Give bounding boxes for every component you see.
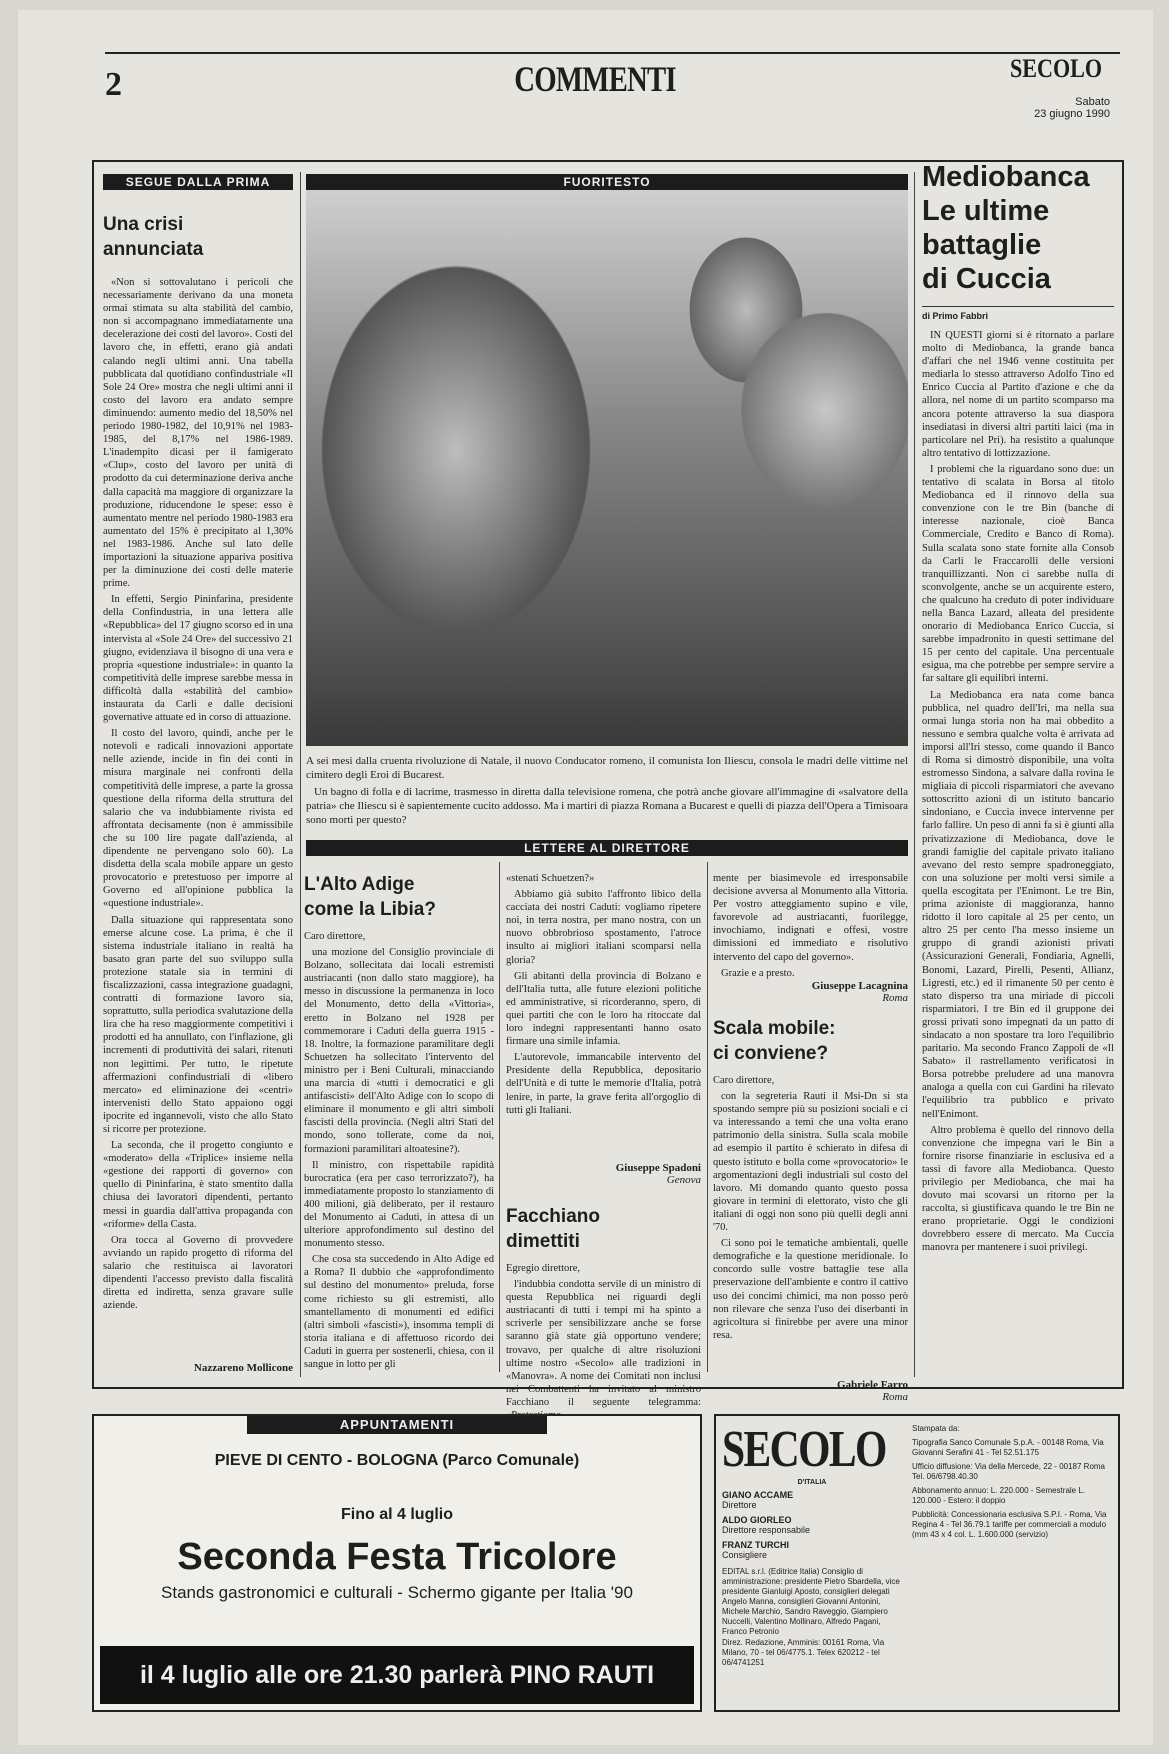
- header-rule: [105, 52, 1120, 54]
- caption-line: Un bagno di folla e di lacrime, trasmesso in diretta dalla televisione romena, che potrà anche giovare all'immagine di «salvatore della patria» che Iliescu si è sapientemente cucito addosso. Ma i martiri di piazza Romana a Bucarest e quelli di piazza dell'Opera a Timisoara sono morti per questo?: [306, 786, 908, 826]
- letter-signature: Gabriele Farro: [837, 1379, 908, 1391]
- paragraph: con la segreteria Rauti il Msi-Dn si sta spostando sempre più su posizioni sociali e ci va interessando a temi che una volta erano patrimonio della sinistra. Sulla scala mobile ad esempio il partito è schierato in difesa di questo istituto e bolla come «provocatorio» le argomentazioni degli industriali sul costo del lavoro. Mi domando quanto questo possa giovare in termini di elettorato, visto che gli italiani di oggi non sono più quelli degli anni '70.: [713, 1091, 908, 1234]
- staff-name: GIANO ACCAME: [722, 1490, 794, 1500]
- paragraph: Abbiamo già subito l'affronto libico della cacciata dei nostri Caduti: vogliamo ripetere noi, in terra nostra, per mano nostra, con un nuovo obbrobrioso spostamento, l'atroce insulto ai migliori italiani scomparsi nella gloria?: [506, 889, 701, 966]
- paragraph: Il ministro, con rispettabile rapidità burocratica (era per caso terrorizzato?), ha immediatamente proposto lo stanziamento di 400 milioni, già deliberato, per il restauro del Monumento ai Caduti, in attesa di un ulteriore approfondimento sul destino del monumento stesso.: [304, 1159, 494, 1250]
- paragraph: L'autorevole, immancabile intervento del Presidente della Repubblica, depositario dell'Unità e di tutte le memorie d'Italia, potrà lenire, in parte, la grave ferita all'orgoglio di tutti gli Italiani.: [506, 1052, 701, 1116]
- paragraph: mente per biasimevole ed irresponsabile decisione avversa al Monumento alla Vittoria. Per vostro atteggiamento supino e vile, favorevole ad austriacanti, fuorilegge, invochiamo, indignati e offesi, vostre dimissioni ed immediato e risolutivo intervento del capo del governo».: [713, 873, 908, 963]
- salutation: Caro direttore,: [713, 1075, 775, 1086]
- column-divider: [300, 172, 301, 1377]
- letter-title-line1: Scala mobile:: [713, 1018, 836, 1039]
- colophon-line: Abbonamento annuo: L. 220.000 - Semestrale L. 120.000 - Estero: il doppio: [912, 1486, 1086, 1505]
- paragraph: una mozione del Consiglio provinciale di Bolzano, sollecitata dai locali estremisti austriacanti (non dallo stato maggiore), ha messo in discussione la permanenza in loco del Monumento, detto della «Vittoria», eretto in Bolzano nel 1928 per commemorare i Caduti della guerra 1915 - 18. Inoltre, la formazione paramilitare degli Schuetzen ha sollecitato l'intervento del ministro per i Beni Culturali, minacciando una marcia di «tutti i democratici e gli antifascisti» dell'Alto Adige con lo scopo di eliminare il monumento e gli altri simboli fascisti della provincia. (Negli altri Stati del mondo, sono tollerate, come da noi, formazioni paramilitari altoatesine?).: [304, 947, 494, 1155]
- letter-city: Genova: [666, 1174, 701, 1186]
- paragraph: Che cosa sta succedendo in Alto Adige ed a Roma? Il dubbio che «approfondimento sul destino del monumento» preluda, forse come richiesto su gli estremisti, allo smantellamento di monumenti ed edifici (altri simboli «fascisti»), insomma templi di storia italiana e di affettuoso ricordo dei Caduti in guerra per sostenerli, chiesa, con il sangue in lotto per gli: [304, 1254, 494, 1370]
- salutation: Caro direttore,: [304, 931, 366, 942]
- staff-role: Consigliere: [722, 1550, 768, 1560]
- issue-date: 23 giugno 1990: [1034, 108, 1110, 120]
- staff-name: ALDO GIORLEO: [722, 1515, 792, 1525]
- letter-continued: [506, 872, 701, 1412]
- paragraph: Ora tocca al Governo di provvedere avviando un rapido progetto di riforma del salario che restituisca ai lavoratori dipendenti l'accesso previsto dalla fiscalità diretta ed indiretta, senza gravare sulle aziende.: [103, 1234, 293, 1312]
- letter-body: [713, 872, 908, 980]
- event-location: PIEVE DI CENTO - BOLOGNA (Parco Comunale): [214, 1452, 580, 1469]
- colophon-details: [912, 1424, 1108, 1700]
- section-title: COMMENTI: [514, 59, 676, 99]
- letter-scala-mobile: [713, 872, 908, 1403]
- article-title-line2: Le ultime: [922, 195, 1050, 227]
- kicker-bar: SEGUE DALLA PRIMA: [103, 174, 293, 190]
- letters-bar: LETTERE AL DIRETTORE: [306, 840, 908, 856]
- paragraph: «stenati Schuetzen?»: [506, 873, 595, 884]
- letter-body: [713, 1074, 908, 1379]
- letter-title-line1: Facchiano: [506, 1206, 600, 1227]
- article-title-line1: Mediobanca: [922, 161, 1090, 193]
- letter-title-line2: come la Libia?: [304, 899, 436, 920]
- article-body: [922, 329, 1114, 1371]
- paragraph: Grazie e a presto.: [721, 967, 795, 979]
- event-title: Seconda Festa Tricolore: [177, 1536, 617, 1578]
- letter-signature: Giuseppe Lacagnina: [811, 980, 908, 992]
- letter-signature: Giuseppe Spadoni: [615, 1162, 701, 1174]
- paragraph: Il costo del lavoro, quindi, anche per le notevoli e radicali innovazioni apportate nelle aziende, incide in fin dei conti in misura marginale nei confronti della competitività delle imprese, a parte la grossa questione della riforma della struttura del salario che va indubbiamente rivista ed affrontata decisamente (non è ammissibile che su 100 lire pagate dall'azienda, al dipendente ne pervengano solo 60). La disdetta della scala mobile appare un gesto provocatorio e pretestuoso per imporre al Governo ed all'opinione pubblica la «questione industriale».: [103, 728, 293, 910]
- right-article: [922, 160, 1114, 1371]
- staff-role: Direttore: [722, 1500, 757, 1510]
- article-title-line3: battaglie: [922, 229, 1042, 261]
- paragraph: La Mediobanca era nata come banca pubblica, nel quadro dell'Iri, ma nella sua ormai lunga storia non ha mai obbedito a nessuno e sembra qualche volta è arrivata ad imporsi all'Iri stesso, come quando il Banco di Roma si dimostrò disponibile, una volta estromesso Sindona, a salvare dalla rovina le migliaia di piccoli risparmiatori che avevano sottoscritto azioni di un istituto bancario sindoniano, e Cuccia invece intervenne per farlo fallire. Un peso di anni fa si è giunti alla privatizzazione di Mediobanca, dove le grandi famiglie del capitale privato italiano avevano del resto sempre spadroneggiato, con una soluzione per molti versi simile a quella escogitata per l'Enimont. Le tre Bin, prima azioniste di maggioranza, hanno ridotto il loro capitale al 25 per cento, un altro 25 per cento l'ha messo insieme un gruppo di grandi azionisti privati (Assicurazioni Generali, Fondiaria, Agnelli, Bonomi, Lazard, Pirelli, Pesenti, Allianz, Ligresti, etc.) ed il rimanente 50 per cento è stato disperso tra una miriade di piccoli risparmiatori. I tre Bin ed il gruppone dei grossi privati sono impegnati da un patto di sindacato a non spostare tra loro l'equilibrio paritario. Ma secondo Franco Zappoli de «Il Sabato» il rastrellamento verificatosi in Borsa potrebbe preludere ad una manovra analoga a quella con cui Gardini ha rilevato l'equilibrio tra pubblico e privato nell'Enimont.: [922, 689, 1114, 1120]
- column-divider: [707, 862, 708, 1372]
- page-number: 2: [105, 66, 122, 103]
- paragraph: l'indubbia condotta servile di un ministro di questa Repubblica nei riguardi degli austriacanti di tutti i tempi mi ha spinto a scriverle per sensibilizzare anche se forse saranno già state già opportuno vendere; trovavo, per qualche di altre risoluzioni ultime nostro «Secolo» alle tradizioni in «Manovra». A nome dei Comitati non inclusi nei Combattenti ha invitato al ministro Facchiano il seguente telegramma:: [506, 1279, 701, 1408]
- masthead: SECOLO: [1010, 54, 1103, 83]
- colophon: [714, 1414, 1120, 1712]
- letter-body: [304, 930, 494, 1380]
- photo-caption: [306, 754, 908, 824]
- paragraph: Ci sono poi le tematiche ambientali, quelle demografiche e la questione meridionale. Io concordo sulle vostre battaglie tese alla preservazione dell'ambiente e contro il cattivo uso dei concimi chimici, ma non posso però non rilevare che senza l'uso dei diserbanti in agricoltura si finirebbe per avere una minor resa.: [713, 1238, 908, 1341]
- left-article: [103, 174, 293, 1374]
- letter-body: [506, 1262, 701, 1412]
- letter-title-line2: dimettiti: [506, 1231, 580, 1252]
- letter-body: [506, 872, 701, 1152]
- column-divider: [499, 862, 500, 1372]
- paragraph: IN QUESTI giorni si è ritornato a parlare molto di Mediobanca, la grande banca d'affari che nel 1946 venne costituita per mediarla lo stesso attraverso Adolfo Tino ed Enrico Cuccia al Partito d'azione e che da allora, nel nome di un partito scomparso ma ancora potente attraverso la sua diaspora insediatasi in diversi altri partiti laici (ma in particolare nel Pri). ha resistito a qualunque altro tentativo di lottizzazione.: [922, 330, 1114, 459]
- editor-info: EDITAL s.r.l. (Editrice Italia) Consiglio di amministrazione: presidente Pietro Sbardella, vice presidente Gianluigi Aposto, consiglieri delegati Angelo Manna, consiglieri Giovanni Antonini, Michele Marchio, Sandro Raveggio, Giampiero Nuccelli, Valentino Mollinaro, Alfredo Pagani, Franco Petronio: [722, 1567, 900, 1636]
- colophon-masthead-sub: D'ITALIA: [797, 1479, 827, 1486]
- paragraph: I problemi che la riguardano sono due: un tentativo di scalata in Borsa al titolo Mediobanca ed il rinnovo della sua convenzione con le tre Bin (banche di interesse nazionale, cioè Banca Commerciale, Credito e Banco di Roma). Sulla scalata sono state fornite alla Consob da Carli le Fraccarolli delle versioni tranquillizzanti. Non ci sarebbe nulla di sconvolgente, anche se un acquirente estero, che qualcuno ha creduto di poter individuare nella Banca Lazard, alleata del presidente onorario di Mediobanca Enrico Cuccia, si sarebbe impadronito in questi settimane del 15 per cento del capitale. Una percentuale esigua, ma che potrebbe per sempre servire a far saltare gli equilibri interni.: [922, 463, 1114, 685]
- article-title-line2: annunciata: [103, 239, 204, 260]
- article-title-line1: Una crisi: [103, 214, 184, 235]
- colophon-line: Stampata da:: [912, 1424, 960, 1433]
- article-title-line4: di Cuccia: [922, 263, 1051, 295]
- paragraph: Altro problema è quello del rinnovo della convenzione che impegna vari le Bin a fornire risorse finanziarie in esclusiva ed a tassi di favore alla Mediobanca. Questo privilegio per Mediobanca, che mai ha dovuto mai scovarsi un ritorno per la raccolta, si giustificava quando le tre Bin ne erano proprietarie. Oggi le condizioni dovrebbero essere di mercato. Ma Cuccia manovra per mantenere i suoi privilegi.: [922, 1124, 1114, 1254]
- column-divider: [914, 172, 915, 1377]
- letter-title-line1: L'Alto Adige: [304, 874, 415, 895]
- colophon-masthead: SECOLO: [722, 1421, 886, 1478]
- fuoritesto-bar: FUORITESTO: [306, 174, 908, 190]
- event-subtitle: Stands gastronomici e culturali - Schermo gigante per Italia '90: [161, 1583, 633, 1602]
- event-ad: [92, 1414, 702, 1712]
- address-info: Direz. Redazione, Amminis: 00161 Roma, Via Milano, 70 - tel 06/4775.1. Telex 620212 - tel 06/4741251: [722, 1638, 885, 1667]
- salutation: Egregio direttore,: [506, 1263, 581, 1274]
- event-banner: il 4 luglio alle ore 21.30 parlerà PINO RAUTI: [100, 1646, 694, 1704]
- letter-city: Roma: [882, 1391, 908, 1403]
- paragraph: Gli abitanti della provincia di Bolzano e dell'Italia tutta, alle future elezioni politiche ed amministrative, si ricorderanno, spero, di quei partiti che con le loro ha ritoccate dal loro indegni rappresentanti hanno osato firmare una simile infamia.: [506, 970, 701, 1048]
- news-photo: [306, 190, 908, 746]
- colophon-line: Ufficio diffusione: Via della Mercede, 22 - 00187 Roma Tel. 06/6798.40.30: [912, 1462, 1106, 1481]
- event-until: Fino al 4 luglio: [341, 1506, 453, 1523]
- letter-city: Roma: [882, 992, 908, 1004]
- letter-alto-adige: [304, 872, 494, 1380]
- colophon-line: Tipografia Sanco Comunale S.p.A. - 00148 Roma, Via Giovanni Serafini 41 - Tel 52.51.175: [912, 1438, 1104, 1457]
- letter-title-line2: ci conviene?: [713, 1043, 829, 1064]
- staff-role: Direttore responsabile: [722, 1525, 811, 1535]
- paragraph: In effetti, Sergio Pininfarina, presidente della Confindustria, in una lettera alle «Repubblica» del 17 giugno scorso ed in una intervista al «Sole 24 Ore» del successivo 21 giugno, evidenziava il bisogno di una vera e propria «questione industriale»: in quanto la competitività delle imprese sarebbe messa in difficoltà dalla «stabilità del cambio» instaurata da Carli e dalle decisioni governative attuate ed in corso di attuazione.: [103, 594, 293, 724]
- caption-line: A sei mesi dalla cruenta rivoluzione di Natale, il nuovo Conducator romeno, il comunista Ion Iliescu, consola le madri delle vittime nel cimitero degli Eroi di Bucarest.: [306, 755, 908, 781]
- author-signature: Nazzareno Mollicone: [193, 1362, 293, 1374]
- article-body: [103, 276, 293, 1356]
- appuntamenti-bar: APPUNTAMENTI: [247, 1416, 547, 1434]
- paragraph: Dalla situazione qui rappresentata sono emerse alcune cose. La prima, è che il sistema industriale italiano in realtà ha basato gran parte del suo sviluppo sulla protezione statale sia in termini di fiscalizzazioni, cassa integrazione guadagni, contratti di formazione lavoro sia, soprattutto, sulla periodica svalutazione della lira che ha reso maggiormente competitivi i prodotti ed ha annullato, con l'inflazione, gli incrementi di produttività dei salari, ritenuti non legittimi. Per tutto, le ripetute affermazioni confindustriali di «libero mercato» ed eliminazione dei «centri» intervenisti dello Stato appaiono oggi ipocrite ed ingannevoli, visto che allo Stato si ricorre per protezione.: [103, 914, 293, 1135]
- issue-day: Sabato: [1075, 96, 1110, 108]
- paragraph: «Non si sottovalutano i pericoli che necessariamente derivano da una moneta ormai stimata su alta stabilità del cambio, non si accompagnano immediatamente una decelerazione dei costi del lavoro». Costi del lavoro che, in effetti, erano già andati calando negli ultimi anni. Una tabella pubblicata dal quotidiano confindustriale «Il Sole 24 Ore» mostra che negli ultimi anni il costo del lavoro era andato sempre diminuendo: aumento medio del 18,50% nel periodo 1980-1982, del 10,91% nel 1983-1985, del 8,17% nel 1986-1989. L'inadempito dicasi per il famigerato «Clup», costo del lavoro per unità di prodotto da cui determinazione deriva anche dalla capacità ma maggiore di organizzare la produzione, riducendone le spese: esso è aumentato mentre nel periodo 1980-1983 era aumentato del 15% è precipitato al 1,30% nel 1983-1986. Anche sul lato delle importazioni la situazione appariva positiva per la diminuzione dei costi delle materie prime.: [103, 277, 293, 590]
- colophon-line: Pubblicità: Concessionaria esclusiva S.P.I. - Roma, Via Regina 4 - Tel 36.79.1 tariffe per commerciali a modulo (mm 43 x 4 col. L. 1.600.000 (servizio): [912, 1510, 1107, 1539]
- byline: di Primo Fabbri: [922, 306, 1114, 321]
- paragraph: La seconda, che il progetto congiunto e «moderato» della «Triplice» insieme nella «gestione dei rapporti di governo» con quello di Pininfarina, è stato smentito dalla chiusa dei lavoratori dipendenti, pertanto messi in guardia dall'attiva propaganda con «riforme» della Casta.: [103, 1140, 293, 1230]
- staff-name: FRANZ TURCHI: [722, 1540, 789, 1550]
